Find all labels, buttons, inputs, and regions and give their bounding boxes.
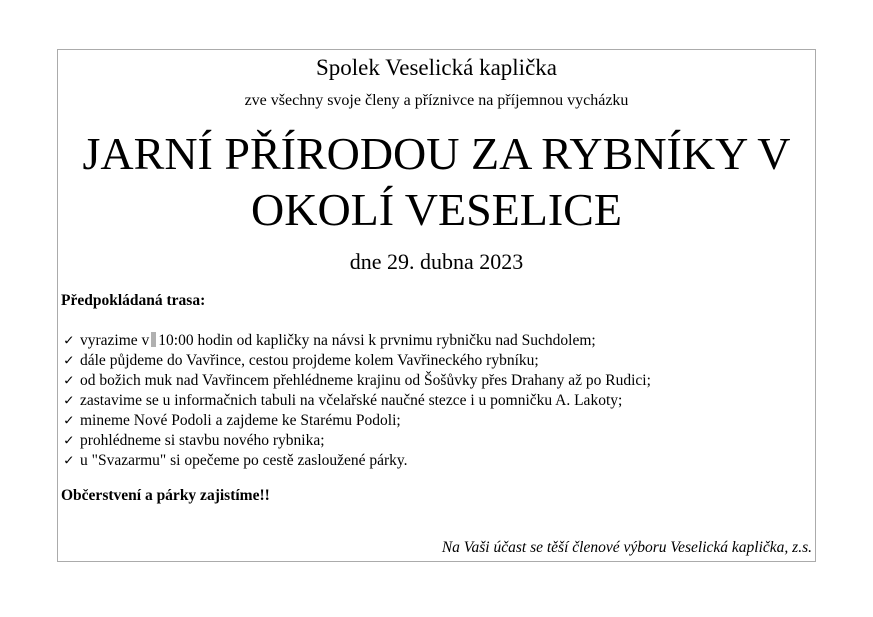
route-item	[61, 371, 812, 391]
route-item	[61, 431, 812, 451]
flyer-title-line2: OKOLÍ VESELICE	[251, 184, 622, 235]
checkmark-icon: ✓	[63, 333, 75, 349]
checkmark-icon: ✓	[63, 433, 75, 449]
checkmark-icon: ✓	[63, 353, 75, 369]
org-name: Spolek Veselická kaplička	[315, 55, 557, 80]
route-heading: Předpokládaná trasa:	[61, 292, 206, 309]
flyer-title	[61, 126, 812, 238]
route-item-text: mineme Nové Podoli a zajdeme ke Starému Podoli;	[80, 412, 401, 429]
route-list	[61, 331, 812, 471]
invite-line: zve všechny svoje členy a příznivce na příjemnou vycházku	[244, 92, 629, 109]
checkmark-icon: ✓	[63, 373, 75, 389]
checkmark-icon: ✓	[63, 393, 75, 409]
route-item	[61, 411, 812, 431]
route-item	[61, 451, 812, 471]
route-item-text: dále půjdeme do Vavřince, cestou projdeme kolem Vavřineckého rybníku;	[80, 352, 539, 369]
checkmark-icon: ✓	[63, 453, 75, 469]
route-item-text: u "Svazarmu" si opečeme po cestě zasloužené párky.	[80, 452, 408, 469]
checkmark-icon: ✓	[63, 413, 75, 429]
promise-line: Občerstvení a párky zajistíme!!	[61, 487, 270, 504]
text-cursor-highlight	[151, 332, 156, 347]
route-item-text: prohlédneme si stavbu nového rybnika;	[80, 432, 325, 449]
route-item-text: zastavime se u informačnich tabuli na včelařské naučné stezce i u pomničku A. Lakoty;	[80, 392, 623, 409]
route-item	[61, 391, 812, 411]
route-item-text: od božich muk nad Vavřincem přehlédneme krajinu od Šošůvky přes Drahany až po Rudici;	[80, 372, 651, 389]
route-item	[61, 351, 812, 371]
flyer-title-line1: JARNÍ PŘÍRODOU ZA RYBNÍKY V	[82, 128, 791, 179]
signature-line: Na Vaši účast se těší členové výboru Veselická kaplička, z.s.	[441, 539, 812, 556]
route-item	[61, 331, 812, 351]
route-item-text: vyrazime v 10:00 hodin od kapličky na návsi k prvnimu rybničku nad Suchdolem;	[80, 332, 596, 349]
flyer-border-frame	[57, 49, 816, 562]
event-date: dne 29. dubna 2023	[349, 249, 524, 274]
